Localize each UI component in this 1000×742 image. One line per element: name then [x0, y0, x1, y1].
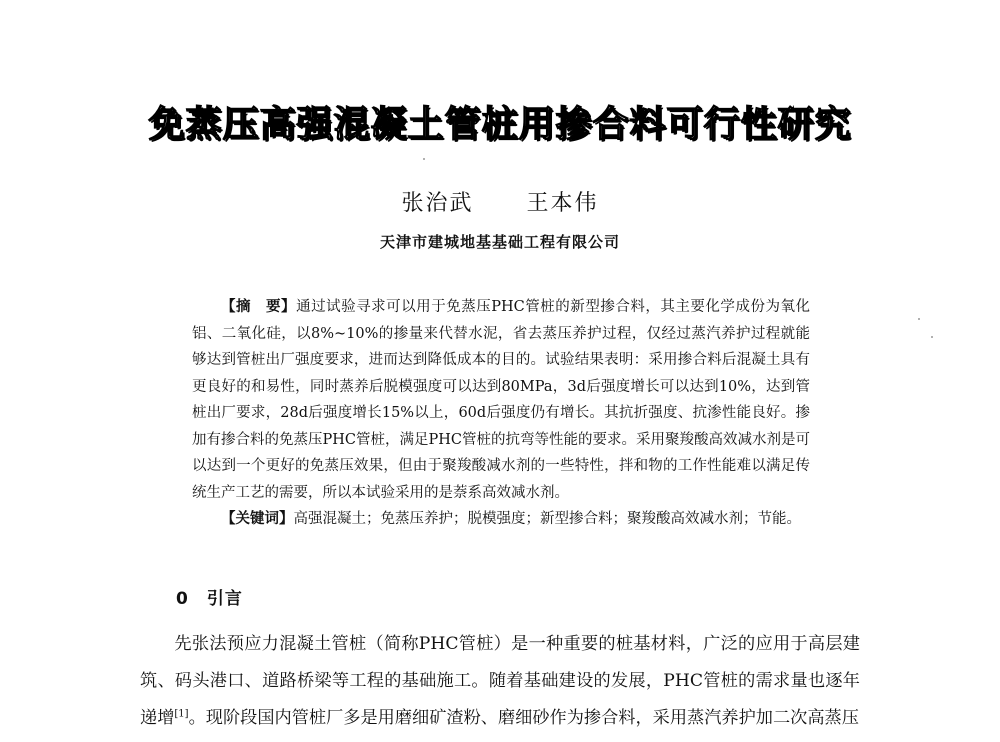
keywords-label: 【关键词】: [221, 510, 294, 527]
section-heading: [176, 584, 243, 609]
author-2: 王本伟: [526, 191, 599, 216]
abstract-text: 通过试验寻求可以用于免蒸压PHC管桩的新型掺合料，其主要化学成份为氧化铝、二氧化硅，以8%~10%的掺量来代替水泥，省去蒸压养护过程，仅经过蒸汽养护过程就能够达到管桩出厂强度要求，进而达到降低成本的目的。试验结果表明：采用掺合料后混凝土具有更良好的和易性，同时蒸养后脱模强度可以达到80MPa，3d后强度增长可以达到10%，达到管桩出厂要求，28d后强度增长15%以上，60d后强度仍有增长。其抗折强度、抗渗性能良好。掺加有掺合料的免蒸压PHC管桩，满足PHC管桩的抗弯等性能的要求。采用聚羧酸高效减水剂是可以达到一个更好的免蒸压效果，但由于聚羧酸减水剂的一些特性，拌和物的工作性能难以满足传统生产工艺的需要，所以本试验采用的是萘系高效减水剂。: [192, 299, 811, 501]
body-text-part-1: 先张法预应力混凝土管桩（简称PHC管桩）是一种重要的桩基材料，广泛的应用于高层建筑、码头港口、道路桥梁等工程的基础施工。随着基础建设的发展，PHC管桩的需求量也逐年递增: [140, 634, 860, 728]
section-number: 0: [176, 589, 189, 609]
keywords-paragraph: [192, 506, 810, 533]
affiliation: 天津市建城地基基础工程有限公司: [379, 233, 620, 251]
author-1: 张治武: [401, 191, 474, 216]
scan-speck: [918, 318, 920, 320]
section-title: 引言: [206, 589, 243, 609]
body-paragraph: [140, 626, 860, 737]
citation-ref: [1]: [174, 708, 189, 720]
abstract-block: [192, 294, 810, 533]
body-text-part-2: 。现阶段国内管桩厂多是用磨细矿渣粉、磨细砂作为掺合料，采用蒸汽养护加二次高蒸压: [188, 708, 859, 728]
abstract-label: 【摘 要】: [221, 298, 297, 315]
abstract-paragraph: [192, 294, 810, 506]
scan-speck: [931, 336, 933, 338]
body-text: [140, 626, 860, 737]
authors: [0, 186, 1000, 217]
scan-speck: [423, 158, 425, 160]
keywords-text: 高强混凝土；免蒸压养护；脱模强度；新型掺合料；聚羧酸高效减水剂；节能。: [293, 511, 801, 527]
paper-title: 免蒸压高强混凝土管桩用掺合料可行性研究: [148, 103, 852, 145]
